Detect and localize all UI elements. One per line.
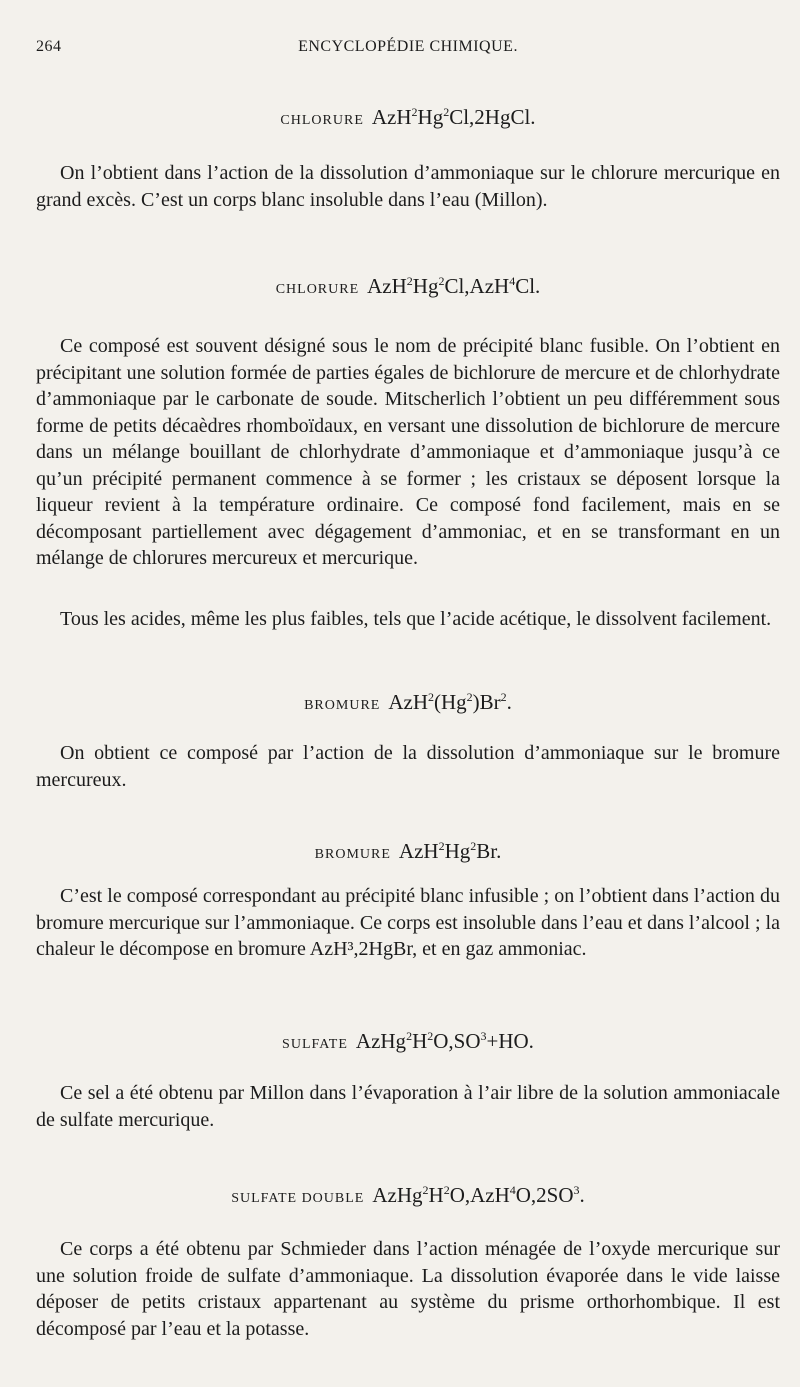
heading-keyword: SULFATE DOUBLE <box>231 1191 365 1206</box>
section-heading-bromure-1 <box>36 689 780 719</box>
paragraph-chlorure-2b <box>36 606 780 633</box>
running-header <box>36 38 780 62</box>
paragraph-text: Ce corps a été obtenu par Schmieder dans l’action ménagée de l’oxyde mercurique sur une solution froide de sulfate d’ammoniaque. La dissolution évaporée dans le vide laisse déposer de petits cristaux appartenant au système du prisme orthorhombique. Il est décomposé par l’eau et la potasse. <box>36 1238 780 1340</box>
heading-keyword: CHLORURE <box>280 113 364 128</box>
paragraph-bromure-1 <box>36 740 780 793</box>
section-heading-chlorure-2 <box>36 273 780 303</box>
section-heading-sulfate <box>36 1028 780 1058</box>
document-page <box>36 0 780 1387</box>
heading-keyword: BROMURE <box>304 698 381 713</box>
paragraph-chlorure-1 <box>36 160 780 213</box>
section-heading-sulfate-double <box>36 1182 780 1212</box>
heading-keyword: CHLORURE <box>275 282 360 297</box>
heading-formula: AzH$^2$Hg$^2$Cl,AzH$^4$Cl. <box>367 274 541 298</box>
paragraph-text: C’est le composé correspondant au précipité blanc infusible ; on l’obtient dans l’action du bromure mercurique sur l’ammoniaque. Ce corps est insoluble dans l’eau et dans l’alcool ; la chaleur le décompose en bromure AzH³,2HgBr, et en gaz ammoniac. <box>36 885 780 960</box>
section-heading-chlorure-1 <box>36 104 780 134</box>
paragraph-text: Ce composé est souvent désigné sous le nom de précipité blanc fusible. On l’obtient en précipitant une solution formée de parties égales de bichlorure de mercure et de chlorhydrate d’ammoniaque par le carbonate de soude. Mitscherlich l’obtient un peu différemment sous forme de petits décaèdres rhomboïdaux, en versant une dissolution de bichlorure de mercure dans un mélange bouillant de chlorhydrate d’ammoniaque et d’ammoniaque jusqu’à ce qu’un précipité permanent commence à se former ; les cristaux se déposent lorsque la liqueur revient à la température ordinaire. Ce composé fond facilement, mais en se décomposant partiellement avec dégagement d’ammoniac, et en se transformant en un mélange de chlorures mercureux et mercurique. <box>36 335 780 569</box>
paragraph-sulfate <box>36 1080 780 1133</box>
paragraph-text: On l’obtient dans l’action de la dissolution d’ammoniaque sur le chlorure mercurique en grand excès. C’est un corps blanc insoluble dans l’eau (Millon). <box>36 162 780 211</box>
running-title: ENCYCLOPÉDIE CHIMIQUE. <box>298 38 518 55</box>
heading-formula: $AzHg^2H^2O,AzH^4O,2SO^3$. <box>372 1183 585 1207</box>
heading-formula: AzH$^2$(Hg$^2$)Br$^2$. <box>388 690 512 714</box>
page-number: 264 <box>36 38 62 55</box>
paragraph-text: Tous les acides, même les plus faibles, tels que l’acide acétique, le dissolvent facilement. <box>60 608 772 630</box>
paragraph-bromure-2 <box>36 883 780 963</box>
heading-formula: AzH$^2$Hg$^2$Cl,2HgCl. <box>371 105 536 129</box>
section-heading-bromure-2 <box>36 838 780 868</box>
paragraph-text: Ce sel a été obtenu par Millon dans l’évaporation à l’air libre de la solution ammoniacale de sulfate mercurique. <box>36 1082 780 1131</box>
paragraph-chlorure-2 <box>36 333 780 572</box>
paragraph-text: On obtient ce composé par l’action de la dissolution d’ammoniaque sur le bromure mercureux. <box>36 742 780 791</box>
heading-formula: AzH$^2$Hg$^2$Br. <box>398 839 502 863</box>
heading-keyword: SULFATE <box>282 1037 348 1052</box>
heading-keyword: BROMURE <box>314 847 391 862</box>
heading-formula: $AzHg^2H^2O,SO^3+HO$. <box>355 1029 534 1053</box>
paragraph-sulfate-double <box>36 1236 780 1342</box>
